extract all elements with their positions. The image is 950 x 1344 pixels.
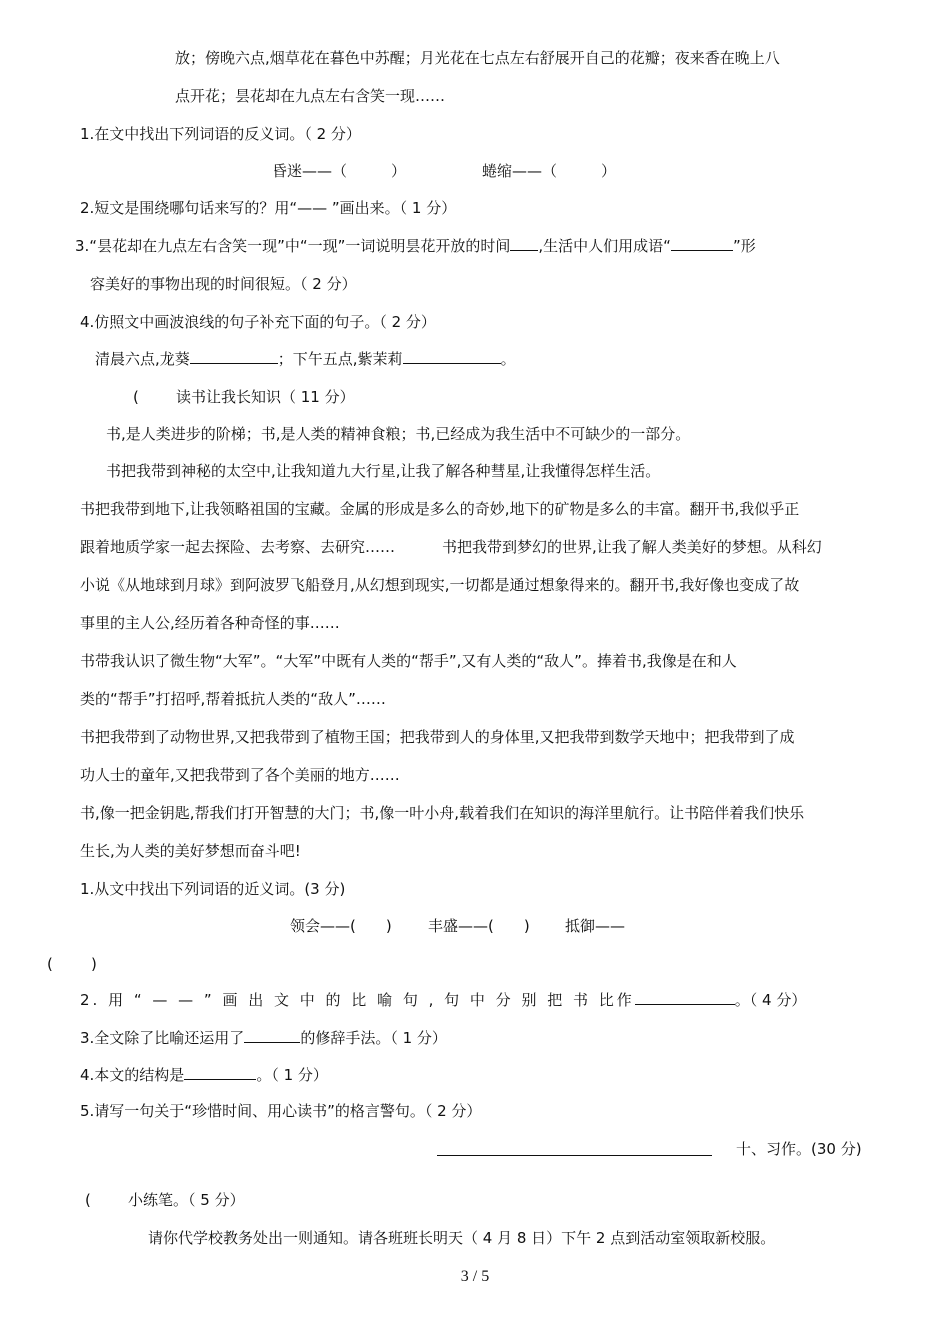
practice-paren: (	[85, 1191, 91, 1209]
antonym-word-b: 蜷缩——（	[482, 162, 558, 180]
question-3-text: 3.“昙花却在九点左右含笑一现”中“一现”一词说明昙花开放的时间	[75, 237, 511, 255]
close-paren: ）	[391, 162, 407, 180]
question-3-line	[75, 236, 756, 256]
answer-blank[interactable]	[671, 236, 733, 251]
answer-blank[interactable]	[244, 1028, 300, 1043]
paragraph-line: 书带我认识了微生物“大军”。“大军”中既有人类的“帮手”,又有人类的“敌人”。捧着书,我像是在和人	[80, 652, 737, 670]
s2-question-3	[80, 1028, 447, 1048]
paragraph-line: 生长,为人类的美好梦想而奋斗吧!	[80, 842, 301, 860]
s2-question-5-stem: 5.请写一句关于“珍惜时间、用心读书”的格言警句。（ 2 分）	[80, 1102, 482, 1120]
practice-title: 小练笔。（ 5 分）	[128, 1191, 245, 1209]
s2-question-2-text: 2. 用 “ — — ” 画 出 文 中 的 比 喻 句 , 句 中 分 别 把 书 比作	[80, 991, 635, 1009]
synonym-item-c-blank[interactable]: ( )	[47, 955, 97, 973]
paragraph-line: 功人士的童年,又把我带到了各个美丽的地方……	[80, 766, 400, 784]
question-2-stem: 2.短文是围绕哪句话来写的？用“—— ”画出来。（ 1 分）	[80, 199, 457, 217]
question-4-text: 。	[500, 350, 516, 368]
s2-question-3-text: 3.全文除了比喻还运用了	[80, 1029, 245, 1047]
paragraph-line: 书把我带到梦幻的世界,让我了解人类美好的梦想。从科幻	[442, 538, 822, 556]
antonym-item-b	[482, 161, 616, 181]
paragraph-line: 类的“帮手”打招呼,帮着抵抗人类的“敌人”……	[80, 690, 386, 708]
section-title: 读书让我长知识（ 11 分）	[176, 388, 355, 406]
section-10-title: 十、习作。(30 分)	[736, 1140, 862, 1158]
question-3-line: 容美好的事物出现的时间很短。（ 2 分）	[90, 275, 357, 293]
s2-question-4-text: 。（ 1 分）	[256, 1066, 328, 1084]
practice-prompt: 请你代学校教务处出一则通知。请各班班长明天（ 4 月 8 日）下午 2 点到活动室领取新校服。	[148, 1229, 776, 1247]
synonym-item-b	[428, 916, 530, 936]
question-3-text: ,生活中人们用成语“	[538, 237, 671, 255]
answer-blank[interactable]	[184, 1065, 256, 1080]
close-paren: )	[385, 917, 392, 935]
close-paren: )	[523, 917, 530, 935]
antonym-word-a: 昏迷——（	[272, 162, 348, 180]
synonym-word-a: 领会——(	[290, 917, 356, 935]
answer-blank[interactable]	[510, 236, 538, 251]
s2-question-1-stem: 1.从文中找出下列词语的近义词。(3 分)	[80, 880, 346, 898]
question-4-text: ；下午五点,紫茉莉	[277, 350, 403, 368]
close-paren: ）	[601, 162, 617, 180]
question-4-fill	[95, 349, 516, 369]
passage-line: 放；傍晚六点,烟草花在暮色中苏醒；月光花在七点左右舒展开自己的花瓣；夜来香在晚上八	[175, 49, 780, 67]
synonym-word-b: 丰盛——(	[428, 917, 494, 935]
paragraph-line: 书把我带到神秘的太空中,让我知道九大行星,让我了解各种彗星,让我懂得怎样生活。	[106, 462, 661, 480]
s2-question-2-text: 。（ 4 分）	[734, 991, 807, 1009]
paragraph-line: 书把我带到地下,让我领略祖国的宝藏。金属的形成是多么的奇妙,地下的矿物是多么的丰富。翻开书,我似乎正	[80, 500, 800, 518]
question-4-stem: 4.仿照文中画波浪线的句子补充下面的句子。（ 2 分）	[80, 313, 436, 331]
s2-question-4-text: 4.本文的结构是	[80, 1066, 185, 1084]
passage-line: 点开花；昙花却在九点左右含笑一现……	[175, 87, 446, 105]
question-4-text: 清晨六点,龙葵	[95, 350, 190, 368]
paragraph-line: 书,是人类进步的阶梯；书,是人类的精神食粮；书,已经成为我生活中不可缺少的一部分。	[106, 425, 691, 443]
s2-question-2	[80, 990, 806, 1010]
synonym-item-c: 抵御——	[565, 917, 626, 935]
answer-blank[interactable]	[403, 349, 501, 364]
section-paren: (	[133, 388, 139, 406]
paragraph-line: 小说《从地球到月球》到阿波罗飞船登月,从幻想到现实,一切都是通过想象得来的。翻开书,我好像也变成了故	[80, 576, 800, 594]
question-1-stem: 1.在文中找出下列词语的反义词。（ 2 分）	[80, 125, 361, 143]
paragraph-line: 书把我带到了动物世界,又把我带到了植物王国；把我带到人的身体里,又把我带到数学天地中；把我带到了成	[80, 728, 795, 746]
paragraph-line: 跟着地质学家一起去探险、去考察、去研究……	[80, 538, 396, 556]
antonym-item-a	[272, 161, 406, 181]
answer-blank[interactable]	[190, 349, 278, 364]
answer-line[interactable]	[437, 1155, 712, 1156]
paragraph-line: 事里的主人公,经历着各种奇怪的事……	[80, 614, 340, 632]
answer-blank[interactable]	[635, 990, 735, 1005]
s2-question-3-text: 的修辞手法。（ 1 分）	[300, 1029, 447, 1047]
page-number: 3 / 5	[460, 1268, 490, 1285]
question-3-text: ”形	[732, 237, 756, 255]
s2-question-4	[80, 1065, 328, 1085]
synonym-item-a	[290, 916, 392, 936]
paragraph-line: 书,像一把金钥匙,帮我们打开智慧的大门；书,像一叶小舟,载着我们在知识的海洋里航行。让书陪伴着我们快乐	[80, 804, 805, 822]
